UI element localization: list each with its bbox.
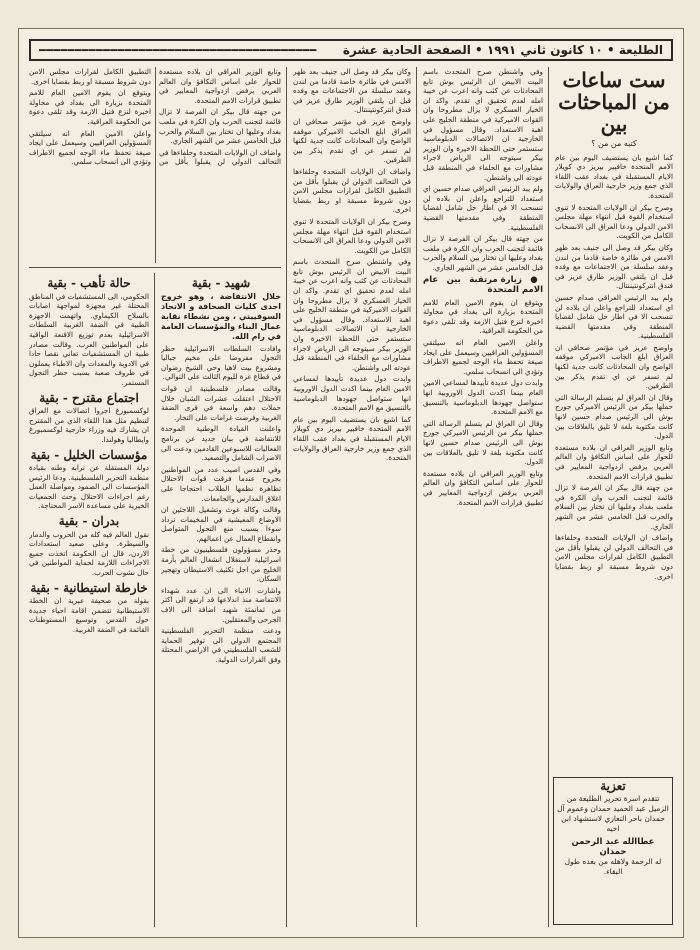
brief-heading: خارطة استيطانية - بقية <box>30 580 148 595</box>
intifada-lead: خلال الانتفاضة ، وهو خروج احدى كليات الصحافة و الاتحاد السوفييتي ، ومن نشطاء نقابة عمال البناء والمؤسسات العامة في رام الله. <box>161 291 281 341</box>
column-main-2 <box>423 67 543 927</box>
intifada-paragraph: واعلنت القيادة الوطنية الموحدة للانتفاضة في بيان جديد عن برنامج الفعاليات للاسبوعين القادمين ودعت الى الاضراب الشامل والتصعيد. <box>161 424 281 463</box>
brief-text: لوكسمبورغ اجروا اتصالات مع العراق لتنظيم مثل هذا اللقاء الذي من المقترح ان يشارك فيه وزراء خارجية لوكسمبورغ وايطاليا وهولندا. <box>29 406 149 444</box>
condolence-closing: له الرحمة ولاهله من بعده طول البقاء. <box>564 857 662 876</box>
un-paragraph: واعلن الامين العام انه سيلتقي المسؤولين العراقيين وسيعمل على ايجاد صيغة تحفظ ماء الوجه لجميع الاطراف وتؤدي الى انسحاب سلمي. <box>423 338 543 376</box>
issue-date: ١٠ كانون ثاني ١٩٩١ <box>486 43 603 57</box>
column-intifada <box>161 273 281 927</box>
main-paragraph: وقال ان العراق لم يتسلم الرسالة التي حملها بيكر من الرئيس الاميركي جورج بوش الى الرئيس صدام حسين لانها كانت مكتوبة بلغة لا تليق بالعلاقات بين الدول. <box>555 392 673 441</box>
column-main-3 <box>293 67 411 927</box>
main-paragraph: وتابع الوزير العراقي ان بلاده مستعدة للحوار على اساس التكافؤ وان العالم العربي يرفض ازدواجية المعايير في تطبيق قرارات الامم المتحدة. <box>555 442 673 481</box>
publication-name: الطليعة <box>618 43 663 57</box>
main-headline: ست ساعات من المباحثات بين <box>558 68 670 136</box>
condolence-name: عطاالله عبد الرحمن حمدان <box>571 837 655 857</box>
horizontal-rule <box>29 267 281 268</box>
un-paragraph: وابدت دول عديدة تأييدها لمساعي الامين العام بينما اكدت الدول الاوروبية انها ستواصل جهودها الدبلوماسية بالتنسيق مع الامم المتحدة. <box>293 374 411 413</box>
un-paragraph: واعلن الامين العام انه سيلتقي المسؤولين العراقيين وسيعمل على ايجاد صيغة تحفظ ماء الوجه لجميع الاطراف وتؤدي الى انسحاب سلمي. <box>29 128 151 167</box>
header-ornament: ━━━━━━━━━━━━━━━━━━━━━━━━━━━━━━━━━━━━━━━ <box>39 43 317 57</box>
brief-heading: بدران - بقية <box>58 514 120 529</box>
main-paragraph: واوضح عزيز في مؤتمر صحافي ان العراق ابلغ الجانب الاميركي موقفه الواضح وان المحادثات كانت جدية لكنها لم تسفر عن اي تقدم يذكر بين الطرفين. <box>293 116 411 165</box>
main-paragraph: من جهته قال بيكر ان الفرصة لا تزال قائمة لتجنب الحرب وان الكرة في ملعب بغداد وعليها ان تختار بين السلام والحرب قبل الخامس عشر من الشهر الجاري. <box>159 107 281 146</box>
main-paragraph: واضاف ان الولايات المتحدة وحلفاءها في التحالف الدولي لن يقبلوا بأقل من التطبيق الكامل لقرارات مجلس الامن دون شروط مسبقة او ربط بقضايا اخرى. <box>555 533 673 581</box>
main-paragraph: ولم يبد الرئيس العراقي صدام حسين اي استعداد للتراجع واعلن ان بلاده لن تنسحب الا في اطار حل شامل لقضايا المنطقة وفي مقدمتها القضية الفلسطينية. <box>555 292 673 341</box>
column-rule <box>416 67 417 927</box>
intifada-paragraph: وافادت السلطات الاسرائيلية حظر التجول مفروضا على مخيم جباليا ومشروع بيت لاهيا وحي الشيخ رضوان في قطاع غزة لليوم الثالث على التوالي. <box>161 343 281 382</box>
brief-heading: حالة تأهب - بقية <box>47 276 131 290</box>
column-rule <box>154 273 155 927</box>
intifada-paragraph: وفي القدس اصيب عدد من المواطنين بجروح عندما فرقت قوات الاحتلال تظاهرة نظمها الطلاب احتجاجا على اغلاق المدارس والجامعات. <box>161 464 281 503</box>
newspaper-page <box>18 28 684 938</box>
un-visit-subhead: ● زيارة مرتقبة بين عام الامم المتحدة <box>423 275 543 296</box>
main-paragraph: من جهته قال بيكر ان الفرصة لا تزال قائمة لتجنب الحرب وان الكرة في ملعب بغداد وعليها ان تختار بين السلام والحرب قبل الخامس عشر من الشهر الجاري. <box>555 483 673 531</box>
intifada-paragraph: وحذر مسؤولون فلسطينيون من خطة اسرائيلية لاستغلال انشغال العالم بأزمة الخليج من اجل تكثيف الاستيطان وتهجير السكان. <box>161 545 281 584</box>
main-paragraph: وصرح بيكر ان الولايات المتحدة لا تنوي استخدام القوة قبل انتهاء مهلة مجلس الامن الدولي ودعا العراق الى الانسحاب الكامل من الكويت. <box>293 216 411 255</box>
column-left-briefs <box>29 273 149 927</box>
main-paragraph: وتابع الوزير العراقي ان بلاده مستعدة للحوار على اساس التكافؤ وان العالم العربي يرفض ازدواجية المعايير في تطبيق قرارات الامم المتحدة. <box>159 67 281 105</box>
main-paragraph: واضاف ان الولايات المتحدة وحلفاءها في التحالف الدولي لن يقبلوا بأقل من التطبيق الكامل لقرارات مجلس الامن دون شروط مسبقة او ربط بقضايا اخرى. <box>29 67 281 167</box>
main-continued: وفي واشنطن صرح المتحدث باسم البيت الابيض ان الرئيس بوش تابع المحادثات عن كثب وانه اعرب عن خيبة امله لعدم تحقيق اي تقدم. واكد ان الخيار العسكري لا يزال مطروحا وان القوات الاميركية في منطقة الخليج على اهبة الاستعداد. وقال مسؤول في الخارجية ان الاتصالات الدبلوماسية ستستمر حتى اللحظة الاخيرة وان الوزير بيكر سيتوجه الى الرياض لاجراء مشاورات مع الحلفاء في المنطقة قبل عودته الى واشنطن. <box>423 67 543 182</box>
intifada-paragraph: ودعت منظمة التحرير الفلسطينية المجتمع الدولي الى توفير الحماية للشعب الفلسطيني في الاراضي المحتلة وفق القرارات الدولية. <box>161 626 281 664</box>
main-paragraph: واوضح عزيز في مؤتمر صحافي ان العراق ابلغ الجانب الاميركي موقفه الواضح وان المحادثات كانت جدية لكنها لم تسفر عن اي تقدم يذكر بين الطرفين. <box>555 342 673 391</box>
condolence-heading: تعزية <box>600 779 626 793</box>
main-paragraph: كما اشيع بان يستضيف اليوم بين عام الامم المتحدة خافيير بيريز دي كويلار الايام المستقبلة في بغداد عقب اللقاء الذي جمع وزير خارجية العراق والولايات المتحدة. <box>555 152 673 200</box>
main-byline: كتبه من من ؟ <box>591 139 637 148</box>
column-top-band <box>29 67 281 263</box>
main-paragraph: وصرح بيكر ان الولايات المتحدة لا تنوي استخدام القوة قبل انتهاء مهلة مجلس الامن الدولي ودعا العراق الى الانسحاب الكامل من الكويت. <box>555 202 673 241</box>
intifada-paragraph: وقالت مصادر فلسطينية ان قوات الاحتلال اعتقلت عشرات الشبان خلال حملات دهم واسعة في قرى الضفة الغربية وفرضت غرامات على التجار. <box>161 383 281 422</box>
main-continued: وفي واشنطن صرح المتحدث باسم البيت الابيض ان الرئيس بوش تابع المحادثات عن كثب وانه اعرب عن خيبة امله لعدم تحقيق اي تقدم. واكد ان الخيار العسكري لا يزال مطروحا وان القوات الاميركية في منطقة الخليج على اهبة الاستعداد. وقال مسؤول في الخارجية ان الاتصالات الدبلوماسية ستستمر حتى اللحظة الاخيرة وان الوزير بيكر سيتوجه الى الرياض لاجراء مشاورات مع الحلفاء في المنطقة قبل عودته الى واشنطن. <box>293 257 411 372</box>
main-paragraph: من جهته قال بيكر ان الفرصة لا تزال قائمة لتجنب الحرب وان الكرة في ملعب بغداد وعليها ان تختار بين السلام والحرب قبل الخامس عشر من الشهر الجاري. <box>423 234 543 272</box>
brief-text: نقول العالم فيه كله من الحروب والدمار والسيطرة. وعلى صعيد استعدادات الاردن، قال ان الحكومة اتخذت جميع الاجراءات اللازمة لحماية المواطنين في حال نشوب الحرب. <box>29 529 149 578</box>
main-paragraph: وقال ان العراق لم يتسلم الرسالة التي حملها بيكر من الرئيس الاميركي جورج بوش الى الرئيس صدام حسين لانها كانت مكتوبة بلغة لا تليق بالعلاقات بين الدول. <box>423 418 543 467</box>
main-paragraph: ولم يبد الرئيس العراقي صدام حسين اي استعداد للتراجع واعلن ان بلاده لن تنسحب الا في اطار حل شامل لقضايا المنطقة وفي مقدمتها القضية الفلسطينية. <box>423 184 543 232</box>
page-label: الصفحة الحادية عشرة <box>342 43 471 57</box>
brief-text: الحكومي، الى المستشفيات في المناطق المحتلة غير مجهزة لمواجهة اصابات بالسلاح الكيماوي. واتهمت الاجهزة الطبية في الضفة الغربية السلطات الاسرائيلية بعدم توزيع الاقنعة الواقية على المواطنين العرب. وقالت مصادر طبية ان المستشفيات تعاني نقصا حادا في الادوية والمعدات وان الاطباء يعملون في ظروف صعبة بسبب حظر التجول المستمر. <box>29 291 149 387</box>
un-paragraph: ويتوقع ان يقوم الامين العام للامم المتحدة بزيارة الى بغداد في محاولة اخيرة لنزع فتيل الازمة وقد تلقى دعوة من الحكومة العراقية. <box>423 297 543 336</box>
intifada-paragraph: واشارت الانباء الى ان عدد شهداء الانتفاضة منذ اندلاعها قد ارتفع الى اكثر من ثمانمئة شهيد اضافة الى الاف الجرحى والمعتقلين. <box>161 585 281 624</box>
intifada-paragraph: وقالت وكالة غوث وتشغيل اللاجئين ان الاوضاع المعيشية في المخيمات تزداد سوءا بسبب منع التجول المتواصل وانقطاع العمال عن اعمالهم. <box>161 505 281 543</box>
un-paragraph: ويتوقع ان يقوم الامين العام للامم المتحدة بزيارة الى بغداد في محاولة اخيرة لنزع فتيل الازمة وقد تلقى دعوة من الحكومة العراقية. <box>29 88 151 126</box>
brief-text: بقولة من صحيفة عبرية ان الخطة الاستيطانية تتضمن اقامة احياء جديدة حول القدس وتوسيع المستوطنات القائمة في الضفة الغربية. <box>29 596 149 634</box>
main-paragraph: كما اشيع بان يستضيف اليوم بين عام الامم المتحدة خافيير بيريز دي كويلار الايام المستقبلة في بغداد عقب اللقاء الذي جمع وزير خارجية العراق والولايات المتحدة. <box>293 414 411 463</box>
column-rule <box>548 67 549 927</box>
page-header: الطليعة • ١٠ كانون ثاني ١٩٩١ • الصفحة الحادية عشرة ━━━━━━━━━━━━━━━━━━━━━━━━━━━━━━━━━━━━━━━ <box>29 39 673 61</box>
condolence-box <box>553 777 673 925</box>
main-paragraph: وكان بيكر قد وصل الى جنيف بعد ظهر الامس في طائرة خاصة قادما من لندن وعقد سلسلة من الاجتماعات مع وفده قبل ان يلتقي الوزير طارق عزيز في فندق انتركونتيننتال. <box>555 242 673 291</box>
main-paragraph: واضاف ان الولايات المتحدة وحلفاءها في التحالف الدولي لن يقبلوا بأقل من التطبيق الكامل لقرارات مجلس الامن دون شروط مسبقة او ربط بقضايا اخرى. <box>293 166 411 215</box>
condolence-text: تتقدم اسرة تحرير الطليعة من الزميل عبد الحميد حمدان وعموم آل حمدان باحر التعازي لاستشهاد ابن اخيه <box>557 794 669 833</box>
main-paragraph: وكان بيكر قد وصل الى جنيف بعد ظهر الامس في طائرة خاصة قادما من لندن وعقد سلسلة من الاجتماعات مع وفده قبل ان يلتقي الوزير طارق عزيز في فندق انتركونتيننتال. <box>293 67 411 115</box>
intifada-headline: شهيد - بقية <box>191 276 251 290</box>
brief-heading: اجتماع مقترح - بقية <box>39 390 139 405</box>
column-rule <box>286 67 287 927</box>
un-paragraph: وابدت دول عديدة تأييدها لمساعي الامين العام بينما اكدت الدول الاوروبية انها ستواصل جهودها الدبلوماسية بالتنسيق مع الامم المتحدة. <box>423 378 543 417</box>
brief-text: دولة المستقلة عن ترابه وطنه بقيادة منظمة التحرير الفلسطينية. ودعا الرئيس المؤسسات الى الصمود ومواصلة العمل رغم اجراءات الاحتلال وحث الجمعيات الخيرية على مساعدة الاسر المحتاجة. <box>29 463 149 511</box>
main-paragraph: وتابع الوزير العراقي ان بلاده مستعدة للحوار على اساس التكافؤ وان العالم العربي يرفض ازدواجية المعايير في تطبيق قرارات الامم المتحدة. <box>423 468 543 507</box>
brief-heading: مؤسسات الخليل - بقية <box>30 447 148 462</box>
